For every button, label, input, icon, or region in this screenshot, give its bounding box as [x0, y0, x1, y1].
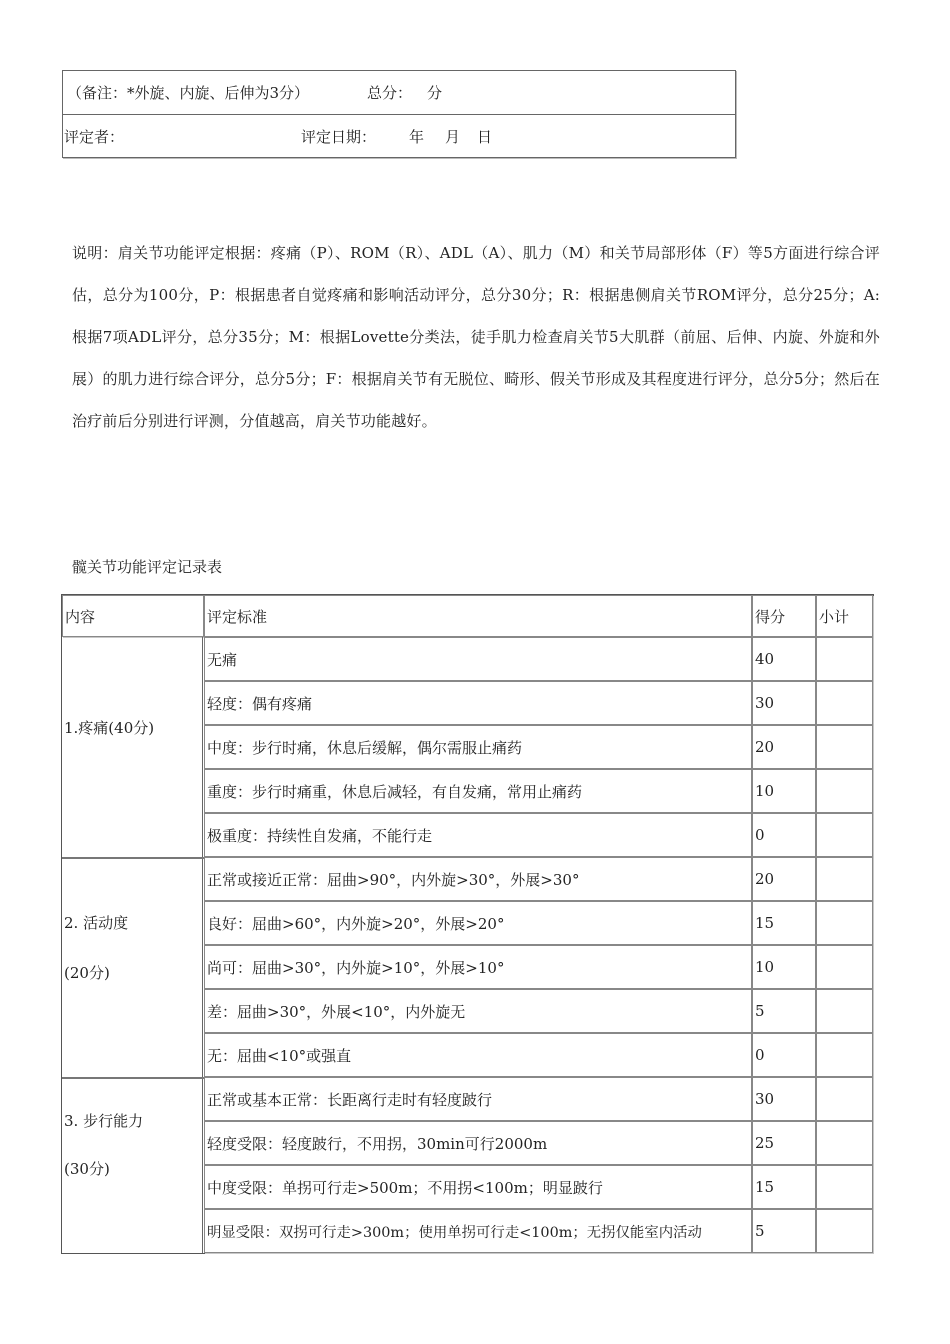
assessment-date-label: 评定日期： [301, 128, 377, 146]
group-walking-points: (30分) [64, 1160, 110, 1178]
subtotal-cell [816, 1121, 873, 1165]
assessor-label: 评定者： [64, 128, 125, 146]
header-criterion: 评定标准 [204, 595, 752, 637]
group-pain-label: 1.疼痛(40分) [64, 719, 155, 737]
criterion-cell: 正常或接近正常：屈曲>90°，内外旋>30°，外展>30° [204, 857, 752, 901]
header-score: 得分 [752, 595, 816, 637]
score-cell: 5 [752, 989, 816, 1033]
criterion-cell: 尚可：屈曲>30°，内外旋>10°，外展>10° [204, 945, 752, 989]
note-row [63, 71, 735, 115]
criterion-cell: 极重度：持续性自发痛，不能行走 [204, 813, 752, 857]
criterion-cell: 中度：步行时痛，休息后缓解，偶尔需服止痛药 [204, 725, 752, 769]
group-mobility-points: (20分) [64, 964, 110, 982]
subtotal-cell [816, 637, 873, 681]
category-column-border [202, 637, 203, 1253]
subtotal-cell [816, 1209, 873, 1253]
group-walking-label: 3. 步行能力 [64, 1112, 144, 1130]
header-subtotal: 小计 [816, 595, 873, 637]
date-year: 年 [409, 128, 425, 146]
criterion-cell: 无痛 [204, 637, 752, 681]
criterion-cell: 正常或基本正常：长距离行走时有轻度跛行 [204, 1077, 752, 1121]
criterion-cell: 轻度：偶有疼痛 [204, 681, 752, 725]
subtotal-cell [816, 813, 873, 857]
hip-table-title: 髋关节功能评定记录表 [72, 558, 223, 576]
score-cell: 30 [752, 681, 816, 725]
criterion-cell: 轻度受限：轻度跛行，不用拐，30min可行2000m [204, 1121, 752, 1165]
score-cell: 5 [752, 1209, 816, 1253]
criterion-cell: 无：屈曲<10°或强直 [204, 1033, 752, 1077]
score-cell: 20 [752, 857, 816, 901]
subtotal-cell [816, 857, 873, 901]
criterion-cell: 重度：步行时痛重，休息后减轻，有自发痛，常用止痛药 [204, 769, 752, 813]
score-cell: 25 [752, 1121, 816, 1165]
subtotal-cell [816, 1077, 873, 1121]
subtotal-cell [816, 725, 873, 769]
score-cell: 10 [752, 769, 816, 813]
score-cell: 30 [752, 1077, 816, 1121]
header-content: 内容 [62, 595, 204, 637]
criterion-cell: 中度受限：单拐可行走>500m；不用拐<100m；明显跛行 [204, 1165, 752, 1209]
subtotal-cell [816, 989, 873, 1033]
score-cell: 10 [752, 945, 816, 989]
criterion-cell: 良好：屈曲>60°，内外旋>20°，外展>20° [204, 901, 752, 945]
score-cell: 15 [752, 1165, 816, 1209]
score-cell: 0 [752, 813, 816, 857]
score-cell: 0 [752, 1033, 816, 1077]
score-cell: 20 [752, 725, 816, 769]
group-divider-2 [62, 1077, 204, 1079]
date-month: 月 [445, 128, 461, 146]
total-score-label: 总分： [367, 84, 413, 102]
subtotal-cell [816, 945, 873, 989]
shoulder-description: 说明：肩关节功能评定根据：疼痛（P）、ROM（R）、ADL（A）、肌力（M）和关节局部形体（F）等5方面进行综合评估，总分为100分，P：根据患者自觉疼痛和影响活动评分，总分30分；R：根据患侧肩关节ROM评分，总分25分；A:根据7项ADL评分，总分35分；M：根据Lovette分类法，徒手肌力检查肩关节5大肌群（前屈、后伸、内旋、外旋和外展）的肌力进行综合评分，总分5分；F：根据肩关节有无脱位、畸形、假关节形成及其程度进行评分，总分5分；然后在治疗前后分别进行评测，分值越高，肩关节功能越好。 [72, 244, 880, 430]
criterion-cell: 差：屈曲>30°，外展<10°，内外旋无 [204, 989, 752, 1033]
subtotal-cell [816, 901, 873, 945]
date-day: 日 [477, 128, 493, 146]
score-cell: 40 [752, 637, 816, 681]
total-score-unit: 分 [427, 84, 443, 102]
score-cell: 15 [752, 901, 816, 945]
group-divider-1 [62, 857, 204, 859]
group-mobility-label: 2. 活动度 [64, 914, 129, 932]
hip-assessment-table [61, 594, 874, 1254]
criterion-cell: 明显受限：双拐可行走>300m；使用单拐可行走<100m；无拐仅能室内活动 [204, 1209, 752, 1253]
subtotal-cell [816, 1165, 873, 1209]
note-text: （备注：*外旋、内旋、后伸为3分） [67, 84, 310, 102]
subtotal-cell [816, 769, 873, 813]
subtotal-cell [816, 1033, 873, 1077]
subtotal-cell [816, 681, 873, 725]
shoulder-footer-box [62, 70, 736, 158]
